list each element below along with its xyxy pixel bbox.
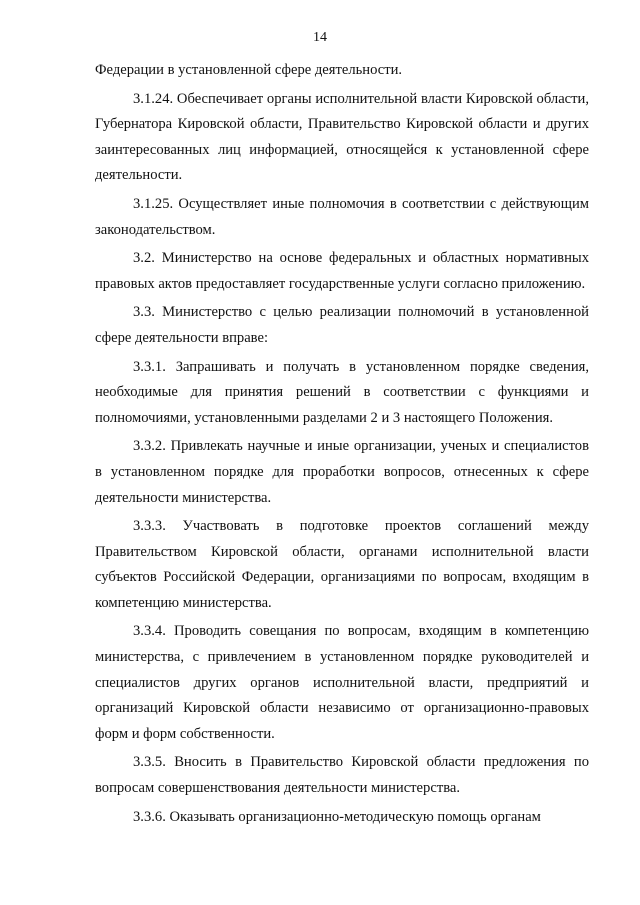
paragraph-3-3-6: 3.3.6. Оказывать организационно-методическую помощь органам: [133, 808, 541, 825]
paragraph-3-1-24: 3.1.24. Обеспечивает органы исполнительной власти Кировской области, Губернатора Кировской области, Правительство Кировской области и других заинтересованных лиц информацией, относящейся к установленной сфере деятельности.: [95, 90, 589, 184]
paragraph-3-3: 3.3. Министерство с целью реализации полномочий в установленной сфере деятельности вправе:: [95, 304, 589, 346]
paragraph-3-3-4: 3.3.4. Проводить совещания по вопросам, входящим в компетенцию министерства, с привлечением в установленном порядке руководителей и специалистов других органов исполнительной власти, предприятий и организаций Кировской области независимо от организационно-правовых форм и форм собственности.: [95, 623, 589, 742]
paragraph-continuation: Федерации в установленной сфере деятельности.: [95, 62, 403, 78]
paragraph-3-3-5: 3.3.5. Вносить в Правительство Кировской области предложения по вопросам совершенствования деятельности министерства.: [95, 754, 589, 797]
paragraph-3-3-1: 3.3.1. Запрашивать и получать в установленном порядке сведения, необходимые для принятия решений в соответствии с функциями и полномочиями, установленными разделами 2 и 3 настоящего Положения.: [95, 358, 589, 426]
document-body: [95, 58, 589, 830]
page-number: 14: [313, 30, 327, 45]
paragraph-3-3-2: 3.3.2. Привлекать научные и иные организации, ученых и специалистов в установленном порядке для проработки вопросов, отнесенных к сфере деятельности министерства.: [95, 438, 589, 506]
paragraph-3-2: 3.2. Министерство на основе федеральных и областных нормативных правовых актов предоставляет государственные услуги согласно приложению.: [95, 250, 589, 292]
paragraph-3-3-3: 3.3.3. Участвовать в подготовке проектов соглашений между Правительством Кировской области, органами исполнительной власти субъектов Российской Федерации, организациями по вопросам, входящим в компетенцию министерства.: [95, 518, 589, 611]
paragraph-3-1-25: 3.1.25. Осуществляет иные полномочия в соответствии с действующим законодательством.: [95, 195, 589, 238]
